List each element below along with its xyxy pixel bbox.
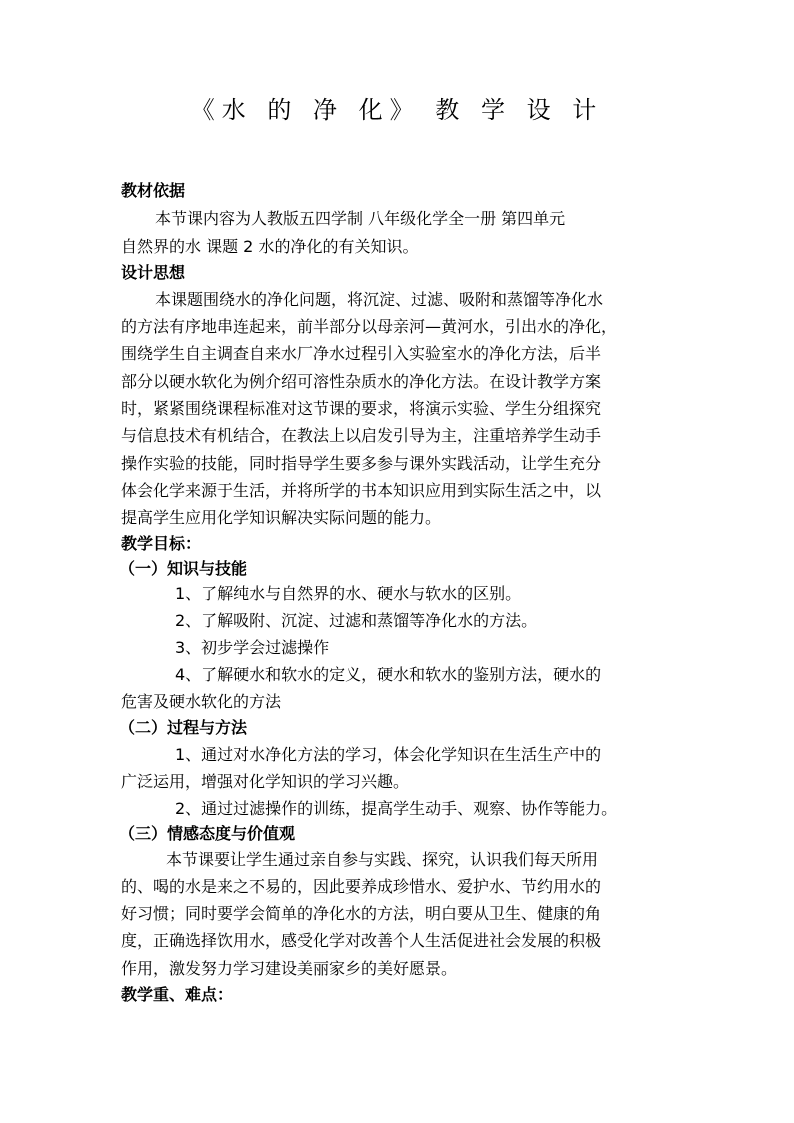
subheading-process-method: （二）过程与方法 <box>119 718 248 737</box>
goal-item: 好习惯；同时要学会简单的净化水的方法，明白要从卫生、健康的角 <box>121 904 602 923</box>
section-heading-basis: 教材依据 <box>121 181 186 200</box>
goal-item: 3、初步学会过滤操作 <box>175 638 330 657</box>
section-heading-design: 设计思想 <box>121 263 186 282</box>
subheading-knowledge-skills: （一）知识与技能 <box>119 559 248 578</box>
design-line: 提高学生应用化学知识解决实际问题的能力。 <box>121 508 442 527</box>
goal-item: 作用，激发努力学习建设美丽家乡的美好愿景。 <box>121 959 458 978</box>
design-line: 本课题围绕水的净化问题，将沉淀、过滤、吸附和蒸馏等净化水 <box>155 290 604 309</box>
design-line: 围绕学生自主调查自来水厂净水过程引入实验室水的净化方法，后半 <box>121 344 602 363</box>
design-line: 的方法有序地串连起来，前半部分以母亲河—黄河水，引出水的净化， <box>121 317 618 336</box>
basis-line: 本节课内容为人教版五四学制 八年级化学全一册 第四单元 <box>155 209 566 228</box>
goal-item: 1、了解纯水与自然界的水、硬水与软水的区别。 <box>175 584 522 603</box>
goal-item: 本节课要让学生通过亲自参与实践、探究，认识我们每天所用 <box>166 850 599 869</box>
design-line: 操作实验的技能，同时指导学生要多参与课外实践活动，让学生充分 <box>121 454 602 473</box>
goal-item: 1、通过对水净化方法的学习，体会化学知识在生活生产中的 <box>175 745 602 764</box>
goal-item: 度，正确选择饮用水，感受化学对改善个人生活促进社会发展的积极 <box>121 931 602 950</box>
goal-item: 2、通过过滤操作的训练，提高学生动手、观察、协作等能力。 <box>175 799 618 818</box>
design-line: 与信息技术有机结合，在教法上以启发引导为主，注重培养学生动手 <box>121 426 602 445</box>
goal-item: 广泛运用，增强对化学知识的学习兴趣。 <box>121 772 410 791</box>
goal-item: 2、了解吸附、沉淀、过滤和蒸馏等净化水的方法。 <box>175 611 538 630</box>
document-title: 《水 的 净 化》 教 学 设 计 <box>190 96 604 124</box>
design-line: 部分以硬水软化为例介绍可溶性杂质水的净化方法。在设计教学方案 <box>121 372 602 391</box>
goal-item: 的、喝的水是来之不易的，因此要养成珍惜水、爱护水、节约用水的 <box>121 877 602 896</box>
basis-line: 自然界的水 课题 2 水的净化的有关知识。 <box>121 237 419 256</box>
design-line: 时，紧紧围绕课程标准对这节课的要求，将演示实验、学生分组探究 <box>121 399 602 418</box>
design-line: 体会化学来源于生活，并将所学的书本知识应用到实际生活之中，以 <box>121 481 602 500</box>
goal-item: 4、了解硬水和软水的定义，硬水和软水的鉴别方法，硬水的 <box>175 665 602 684</box>
subheading-attitude-values: （三）情感态度与价值观 <box>119 824 296 843</box>
section-heading-goals: 教学目标： <box>121 534 202 553</box>
section-heading-keypoints: 教学重、难点： <box>121 985 234 1004</box>
goal-item: 危害及硬水软化的方法 <box>121 692 282 711</box>
